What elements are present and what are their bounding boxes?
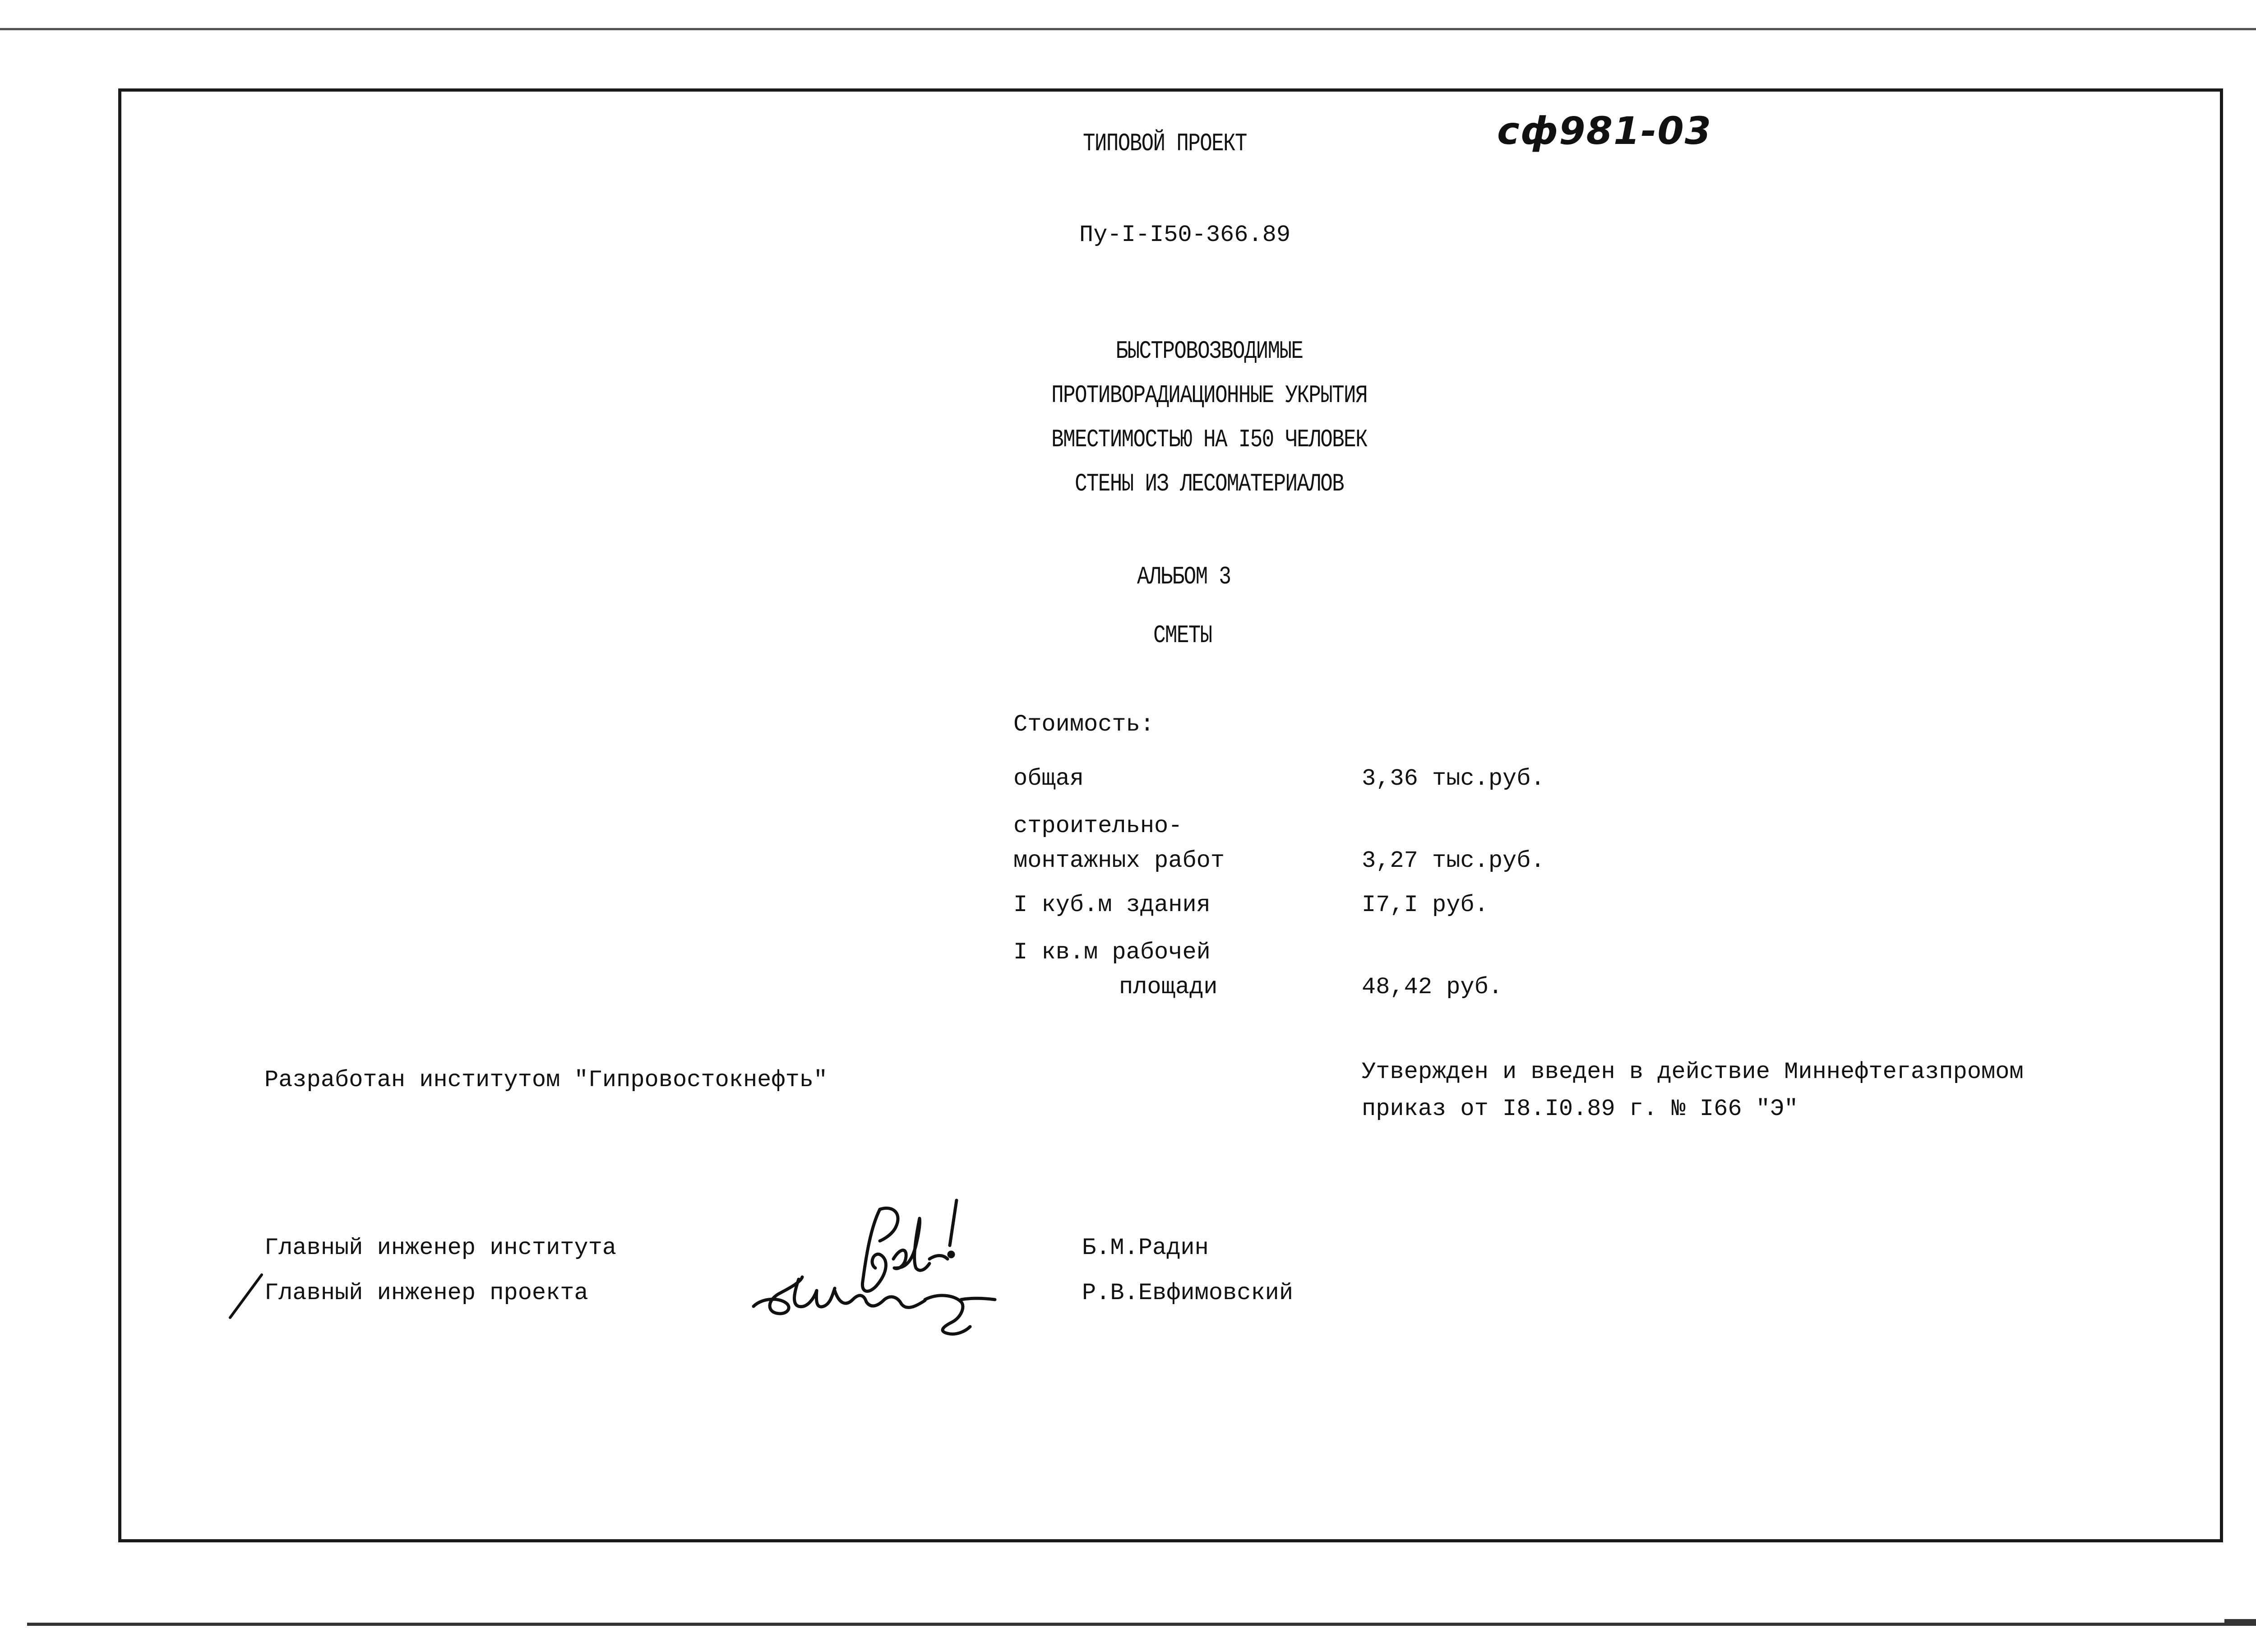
title-line-4: СТЕНЫ ИЗ ЛЕСОМАТЕРИАЛОВ — [1074, 469, 1344, 498]
developer-text: Разработан институтом "Гипровостокнефть" — [264, 1067, 828, 1093]
section-label: СМЕТЫ — [1153, 621, 1212, 650]
cost-per-m3-label: I куб.м здания — [1013, 892, 1211, 918]
cost-construction-label-1: строительно- — [1013, 813, 1183, 839]
cost-total-label: общая — [1013, 765, 1084, 792]
cost-construction-label-2: монтажных работ — [1013, 847, 1225, 874]
cost-per-m3-value: I7,I руб. — [1362, 892, 1489, 918]
cost-total-value: 3,36 тыс.руб. — [1362, 765, 1545, 792]
title-line-3: ВМЕСТИМОСТЬЮ НА I50 ЧЕЛОВЕК — [1051, 425, 1367, 454]
top-rule — [0, 28, 2256, 30]
approval-line-1: Утвержден и введен в действие Миннефтегазпромом — [1362, 1059, 2024, 1085]
project-type: ТИПОВОЙ ПРОЕКТ — [1083, 129, 1247, 158]
bottom-tick — [2224, 1619, 2256, 1624]
cost-construction-value: 3,27 тыс.руб. — [1362, 847, 1545, 874]
approval-line-2: приказ от I8.I0.89 г. № I66 "Э" — [1362, 1096, 1798, 1122]
cost-per-m2-label-2: площади — [1119, 974, 1218, 1000]
slash-mark — [226, 1273, 266, 1322]
cost-heading: Стоимость: — [1013, 711, 1155, 738]
project-number: Пу-I-I50-366.89 — [1079, 222, 1291, 248]
cost-per-m2-label-1: I кв.м рабочей — [1013, 939, 1211, 966]
cost-per-m2-value: 48,42 руб. — [1362, 974, 1503, 1000]
bottom-rule — [27, 1623, 2256, 1626]
album-label: АЛЬБОМ 3 — [1137, 562, 1231, 591]
signatory-name-1: Б.М.Радин — [1082, 1235, 1209, 1261]
title-line-1: БЫСТРОВОЗВОДИМЫЕ — [1115, 337, 1303, 366]
signature-chief-engineer-project — [749, 1254, 1002, 1345]
signatory-name-2: Р.В.Евфимовский — [1082, 1280, 1294, 1306]
title-line-2: ПРОТИВОРАДИАЦИОННЫЕ УКРЫТИЯ — [1051, 381, 1367, 410]
signatory-role-1: Главный инженер института — [264, 1235, 617, 1261]
stamp-code: сф981-03 — [1497, 109, 1712, 153]
signatory-role-2: Главный инженер проекта — [264, 1280, 588, 1306]
